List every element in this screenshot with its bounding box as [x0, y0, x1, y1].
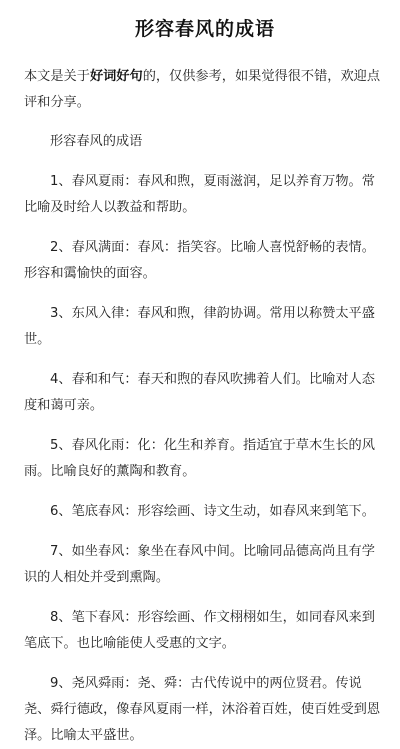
idiom-number: 1、	[50, 174, 72, 189]
idiom-item	[24, 235, 386, 287]
idiom-number: 3、	[50, 306, 72, 321]
intro-suffix: 的，仅供参考，如果觉得很不错，欢迎点评和分享。	[24, 69, 381, 110]
idiom-item	[24, 433, 386, 485]
idiom-item	[24, 539, 386, 591]
idiom-item	[24, 671, 386, 749]
idiom-text: 如坐春风：象坐在春风中间。比喻同品德高尚且有学识的人相处并受到熏陶。	[24, 544, 375, 585]
idiom-text: 春风夏雨：春风和煦，夏雨滋润，足以养育万物。常比喻及时给人以教益和帮助。	[24, 174, 375, 215]
idiom-text: 笔下春风：形容绘画、作文栩栩如生，如同春风来到笔底下。也比喻能使人受惠的文字。	[24, 610, 375, 651]
idiom-list	[24, 169, 386, 749]
idiom-text: 春风化雨：化：化生和养育。指适宜于草木生长的风雨。比喻良好的薰陶和教育。	[24, 438, 375, 479]
idiom-text: 笔底春风：形容绘画、诗文生动，如春风来到笔下。	[71, 504, 375, 519]
idiom-number: 6、	[50, 504, 72, 519]
idiom-text: 东风入律：春风和煦，律韵协调。常用以称赞太平盛世。	[24, 306, 375, 347]
idiom-text: 春风满面：春风：指笑容。比喻人喜悦舒畅的表情。形容和霭愉快的面容。	[24, 240, 375, 281]
section-subheading: 形容春风的成语	[50, 134, 143, 149]
idiom-text: 春和和气：春天和煦的春风吹拂着人们。比喻对人态度和蔼可亲。	[24, 372, 375, 413]
intro-prefix: 本文是关于	[24, 69, 90, 84]
idiom-item	[24, 301, 386, 353]
intro-paragraph	[24, 64, 386, 116]
article-title: 形容春风的成语	[134, 18, 275, 40]
idiom-number: 4、	[50, 372, 72, 387]
intro-keyword: 好词好句	[89, 69, 143, 84]
idiom-item	[24, 499, 386, 525]
idiom-number: 9、	[50, 676, 72, 691]
idiom-number: 7、	[50, 544, 72, 559]
idiom-text: 尧风舜雨：尧、舜：古代传说中的两位贤君。传说尧、舜行德政，像春风夏雨一样，沐浴着百姓，使百姓受到恩泽。比喻太平盛世。	[24, 676, 381, 743]
idiom-item	[24, 169, 386, 221]
idiom-number: 5、	[50, 438, 72, 453]
idiom-number: 2、	[50, 240, 72, 255]
idiom-item	[24, 605, 386, 657]
idiom-item	[24, 367, 386, 419]
idiom-number: 8、	[50, 610, 72, 625]
